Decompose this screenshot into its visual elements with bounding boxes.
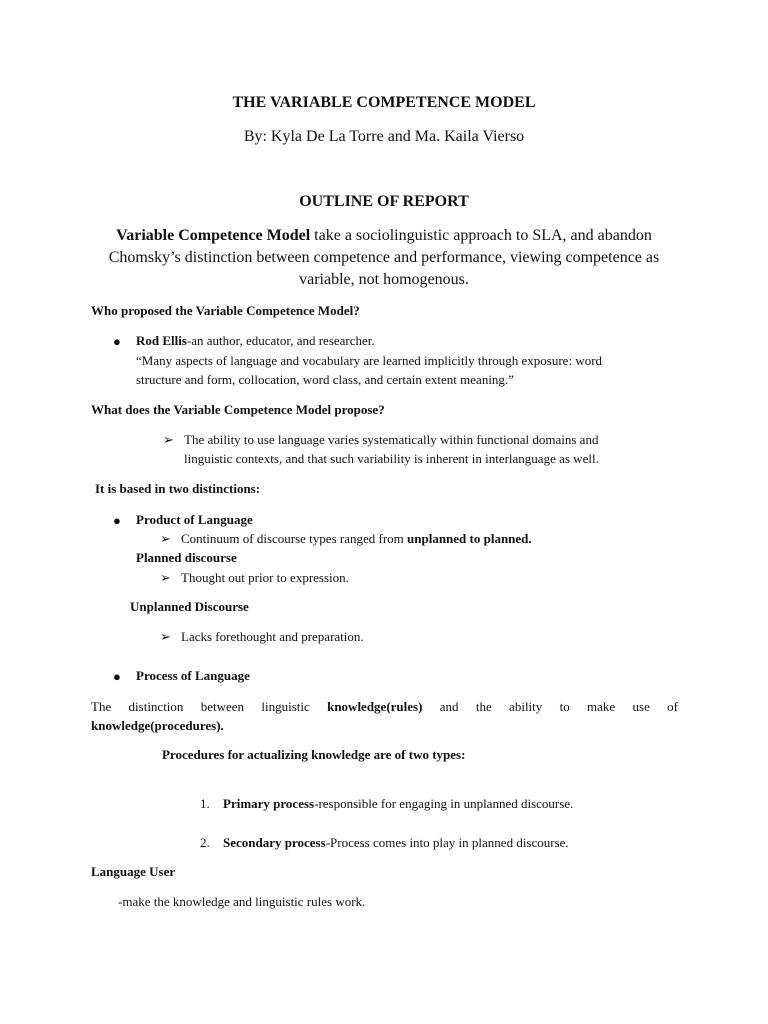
unplanned-discourse-desc: Lacks forethought and preparation. <box>181 629 364 644</box>
planned-discourse-label: Planned discourse <box>136 550 237 565</box>
intro-paragraph <box>100 225 668 291</box>
procedure-1-bold: Primary process <box>223 796 315 811</box>
arrow-bullet-icon: ➢ <box>160 531 171 546</box>
language-user-desc: -make the knowledge and linguistic rules work. <box>118 894 366 909</box>
continuum-bold: unplanned to planned. <box>407 531 532 546</box>
continuum-line <box>181 531 532 547</box>
question-what-propose: What does the Variable Competence Model propose? <box>91 402 385 417</box>
procedure-1-rest: -responsible for engaging in unplanned discourse. <box>314 796 574 811</box>
process-para-pre: The distinction between linguistic <box>91 699 328 714</box>
intro-bold: Variable Competence Model <box>116 227 311 244</box>
intro-rest: take a sociolinguistic approach to SLA, and abandon Chomsky’s distinction between competence and performance, viewing competence as variable, not homogenous. <box>108 227 660 288</box>
product-of-language-label: Product of Language <box>136 512 253 527</box>
document-title: THE VARIABLE COMPETENCE MODEL <box>232 94 536 111</box>
procedure-2-rest: -Process comes into play in planned discourse. <box>325 835 569 850</box>
proposal-line-1: The ability to use language varies systematically within functional domains and <box>184 432 599 447</box>
proposal-line-2: linguistic contexts, and that such variability is inherent in interlanguage as well. <box>184 451 599 466</box>
procedure-2-bold: Secondary process <box>223 835 326 850</box>
process-paragraph-line-1 <box>91 699 678 715</box>
distinctions-heading: It is based in two distinctions: <box>95 481 261 496</box>
procedure-item-1 <box>223 796 573 812</box>
unplanned-discourse-label: Unplanned Discourse <box>130 599 249 614</box>
arrow-bullet-icon: ➢ <box>163 432 174 447</box>
process-of-language-label: Process of Language <box>136 668 250 683</box>
planned-discourse-desc: Thought out prior to expression. <box>181 570 349 585</box>
procedure-number-1: 1. <box>200 796 210 811</box>
procedure-item-2 <box>223 835 569 851</box>
ellis-quote-line-1: “Many aspects of language and vocabulary are learned implicitly through exposure: word <box>136 353 603 368</box>
outline-heading: OUTLINE OF REPORT <box>299 193 469 210</box>
ellis-name: Rod Ellis <box>136 333 187 348</box>
bullet-icon: ● <box>113 513 121 528</box>
procedure-number-2: 2. <box>200 835 210 850</box>
continuum-text: Continuum of discourse types ranged from <box>181 531 408 546</box>
question-who-proposed: Who proposed the Variable Competence Model? <box>91 303 360 318</box>
ellis-desc: -an author, educator, and researcher. <box>186 333 375 348</box>
process-para-bold-rules: knowledge(rules) <box>327 699 423 714</box>
bullet-icon: ● <box>113 334 121 349</box>
ellis-quote-line-2: structure and form, collocation, word class, and certain extent meaning.” <box>136 372 514 387</box>
arrow-bullet-icon: ➢ <box>160 629 171 644</box>
arrow-bullet-icon: ➢ <box>160 570 171 585</box>
process-paragraph-line-2: knowledge(procedures). <box>91 718 224 733</box>
language-user-label: Language User <box>91 864 176 879</box>
bullet-icon: ● <box>113 669 121 684</box>
byline: By: Kyla De La Torre and Ma. Kaila Vierso <box>243 128 525 145</box>
procedures-heading: Procedures for actualizing knowledge are of two types: <box>162 747 466 762</box>
ellis-line <box>136 333 375 349</box>
process-para-mid: and the ability to make use of <box>422 699 678 714</box>
